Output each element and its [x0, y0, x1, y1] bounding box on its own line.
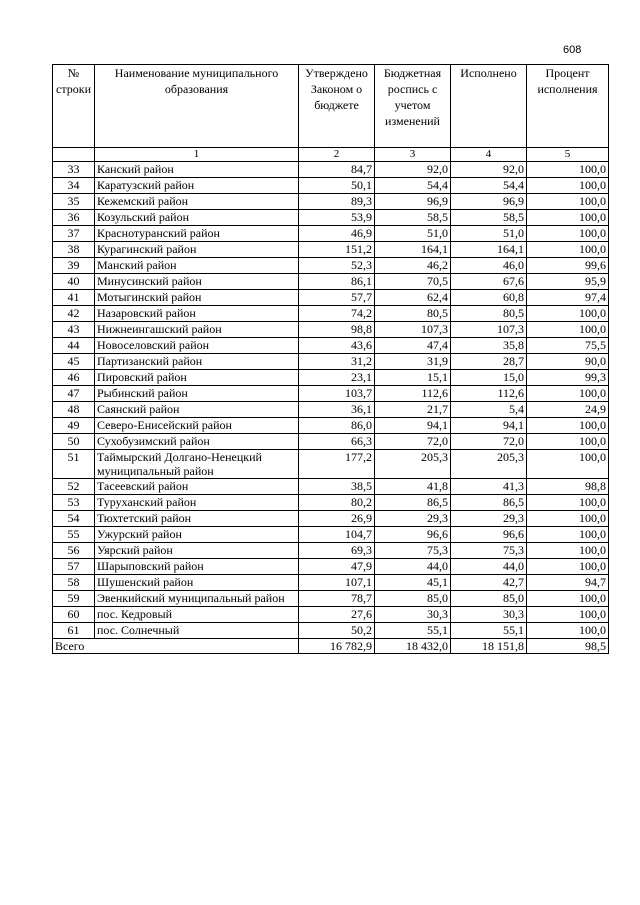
executed-value: 55,1 — [451, 623, 527, 639]
percent-value: 94,7 — [527, 575, 609, 591]
header-budget-painting: Бюджетная роспись с учетом изменений — [375, 65, 451, 148]
municipality-name: Краснотуранский район — [95, 226, 299, 242]
municipality-name: Тюхтетский район — [95, 511, 299, 527]
row-number: 53 — [53, 495, 95, 511]
table-row — [53, 591, 609, 607]
table-row — [53, 162, 609, 178]
executed-value: 112,6 — [451, 386, 527, 402]
painting-value: 41,8 — [375, 479, 451, 495]
painting-value: 164,1 — [375, 242, 451, 258]
executed-value: 41,3 — [451, 479, 527, 495]
total-executed: 18 151,8 — [451, 639, 527, 654]
row-number: 39 — [53, 258, 95, 274]
municipality-name: пос. Солнечный — [95, 623, 299, 639]
approved-value: 23,1 — [299, 370, 375, 386]
painting-value: 46,2 — [375, 258, 451, 274]
approved-value: 31,2 — [299, 354, 375, 370]
column-number: 3 — [375, 148, 451, 162]
painting-value: 94,1 — [375, 418, 451, 434]
executed-value: 107,3 — [451, 322, 527, 338]
percent-value: 99,6 — [527, 258, 609, 274]
row-number: 33 — [53, 162, 95, 178]
approved-value: 103,7 — [299, 386, 375, 402]
approved-value: 80,2 — [299, 495, 375, 511]
municipality-name: Рыбинский район — [95, 386, 299, 402]
municipality-name: Козульский район — [95, 210, 299, 226]
approved-value: 86,0 — [299, 418, 375, 434]
executed-value: 5,4 — [451, 402, 527, 418]
percent-value: 75,5 — [527, 338, 609, 354]
painting-value: 31,9 — [375, 354, 451, 370]
executed-value: 85,0 — [451, 591, 527, 607]
row-number: 57 — [53, 559, 95, 575]
table-row — [53, 338, 609, 354]
painting-value: 92,0 — [375, 162, 451, 178]
total-painting: 18 432,0 — [375, 639, 451, 654]
table-row — [53, 386, 609, 402]
percent-value: 100,0 — [527, 434, 609, 450]
percent-value: 99,3 — [527, 370, 609, 386]
approved-value: 26,9 — [299, 511, 375, 527]
painting-value: 29,3 — [375, 511, 451, 527]
executed-value: 92,0 — [451, 162, 527, 178]
percent-value: 24,9 — [527, 402, 609, 418]
percent-value: 100,0 — [527, 623, 609, 639]
table-row — [53, 370, 609, 386]
approved-value: 107,1 — [299, 575, 375, 591]
executed-value: 80,5 — [451, 306, 527, 322]
painting-value: 70,5 — [375, 274, 451, 290]
municipality-name: Мотыгинский район — [95, 290, 299, 306]
executed-value: 28,7 — [451, 354, 527, 370]
percent-value: 100,0 — [527, 306, 609, 322]
percent-value: 100,0 — [527, 607, 609, 623]
municipality-name: Партизанский район — [95, 354, 299, 370]
row-number: 49 — [53, 418, 95, 434]
table-row — [53, 258, 609, 274]
approved-value: 69,3 — [299, 543, 375, 559]
row-number: 38 — [53, 242, 95, 258]
table-row — [53, 418, 609, 434]
total-row — [53, 639, 609, 654]
approved-value: 38,5 — [299, 479, 375, 495]
municipality-name: Таймырский Долгано-Ненецкий муниципальный район — [95, 450, 299, 479]
approved-value: 89,3 — [299, 194, 375, 210]
table-row — [53, 450, 609, 479]
executed-value: 67,6 — [451, 274, 527, 290]
row-number: 41 — [53, 290, 95, 306]
row-number: 45 — [53, 354, 95, 370]
percent-value: 100,0 — [527, 386, 609, 402]
percent-value: 100,0 — [527, 559, 609, 575]
total-label: Всего — [53, 639, 299, 654]
row-number: 54 — [53, 511, 95, 527]
painting-value: 96,6 — [375, 527, 451, 543]
row-number: 48 — [53, 402, 95, 418]
executed-value: 96,9 — [451, 194, 527, 210]
painting-value: 112,6 — [375, 386, 451, 402]
percent-value: 100,0 — [527, 194, 609, 210]
painting-value: 45,1 — [375, 575, 451, 591]
executed-value: 44,0 — [451, 559, 527, 575]
municipality-name: Шарыповский район — [95, 559, 299, 575]
approved-value: 50,1 — [299, 178, 375, 194]
painting-value: 85,0 — [375, 591, 451, 607]
column-number: 5 — [527, 148, 609, 162]
budget-execution-table — [52, 64, 609, 654]
table-row — [53, 543, 609, 559]
percent-value: 100,0 — [527, 591, 609, 607]
approved-value: 86,1 — [299, 274, 375, 290]
executed-value: 42,7 — [451, 575, 527, 591]
row-number: 36 — [53, 210, 95, 226]
percent-value: 90,0 — [527, 354, 609, 370]
table-row — [53, 242, 609, 258]
percent-value: 100,0 — [527, 495, 609, 511]
header-municipality-name: Наименование муниципального образования — [95, 65, 299, 148]
painting-value: 72,0 — [375, 434, 451, 450]
row-number: 37 — [53, 226, 95, 242]
approved-value: 104,7 — [299, 527, 375, 543]
approved-value: 43,6 — [299, 338, 375, 354]
municipality-name: Северо-Енисейский район — [95, 418, 299, 434]
executed-value: 75,3 — [451, 543, 527, 559]
percent-value: 100,0 — [527, 511, 609, 527]
table-row — [53, 623, 609, 639]
painting-value: 44,0 — [375, 559, 451, 575]
table-row — [53, 527, 609, 543]
table-row — [53, 479, 609, 495]
table-row — [53, 354, 609, 370]
column-number: 2 — [299, 148, 375, 162]
total-percent: 98,5 — [527, 639, 609, 654]
painting-value: 15,1 — [375, 370, 451, 386]
row-number: 47 — [53, 386, 95, 402]
row-number: 50 — [53, 434, 95, 450]
painting-value: 96,9 — [375, 194, 451, 210]
municipality-name: Нижнеингашский район — [95, 322, 299, 338]
painting-value: 75,3 — [375, 543, 451, 559]
page-number: 608 — [563, 44, 582, 56]
approved-value: 98,8 — [299, 322, 375, 338]
executed-value: 54,4 — [451, 178, 527, 194]
municipality-name: Назаровский район — [95, 306, 299, 322]
column-number-row — [53, 148, 609, 162]
executed-value: 60,8 — [451, 290, 527, 306]
table-row — [53, 559, 609, 575]
painting-value: 80,5 — [375, 306, 451, 322]
municipality-name: Саянский район — [95, 402, 299, 418]
percent-value: 100,0 — [527, 178, 609, 194]
row-number: 61 — [53, 623, 95, 639]
painting-value: 58,5 — [375, 210, 451, 226]
painting-value: 51,0 — [375, 226, 451, 242]
row-number: 43 — [53, 322, 95, 338]
executed-value: 96,6 — [451, 527, 527, 543]
table-row — [53, 511, 609, 527]
percent-value: 97,4 — [527, 290, 609, 306]
painting-value: 205,3 — [375, 450, 451, 479]
approved-value: 47,9 — [299, 559, 375, 575]
painting-value: 54,4 — [375, 178, 451, 194]
column-number: 4 — [451, 148, 527, 162]
municipality-name: Эвенкийский муниципальный район — [95, 591, 299, 607]
executed-value: 35,8 — [451, 338, 527, 354]
percent-value: 100,0 — [527, 543, 609, 559]
painting-value: 55,1 — [375, 623, 451, 639]
municipality-name: Новоселовский район — [95, 338, 299, 354]
approved-value: 66,3 — [299, 434, 375, 450]
approved-value: 27,6 — [299, 607, 375, 623]
executed-value: 86,5 — [451, 495, 527, 511]
row-number: 51 — [53, 450, 95, 479]
row-number: 42 — [53, 306, 95, 322]
table-row — [53, 290, 609, 306]
municipality-name: Пировский район — [95, 370, 299, 386]
approved-value: 74,2 — [299, 306, 375, 322]
municipality-name: Каратузский район — [95, 178, 299, 194]
executed-value: 58,5 — [451, 210, 527, 226]
approved-value: 57,7 — [299, 290, 375, 306]
percent-value: 100,0 — [527, 162, 609, 178]
header-row-number: № строки — [53, 65, 95, 148]
municipality-name: Уярский район — [95, 543, 299, 559]
row-number: 34 — [53, 178, 95, 194]
table-row — [53, 402, 609, 418]
table-row — [53, 322, 609, 338]
table-header-row — [53, 65, 609, 148]
painting-value: 86,5 — [375, 495, 451, 511]
table-row — [53, 178, 609, 194]
painting-value: 30,3 — [375, 607, 451, 623]
approved-value: 151,2 — [299, 242, 375, 258]
municipality-name: Курагинский район — [95, 242, 299, 258]
municipality-name: Шушенский район — [95, 575, 299, 591]
header-approved: Утверждено Законом о бюджете — [299, 65, 375, 148]
executed-value: 15,0 — [451, 370, 527, 386]
approved-value: 46,9 — [299, 226, 375, 242]
municipality-name: Манский район — [95, 258, 299, 274]
municipality-name: пос. Кедровый — [95, 607, 299, 623]
percent-value: 98,8 — [527, 479, 609, 495]
municipality-name: Ужурский район — [95, 527, 299, 543]
table-row — [53, 210, 609, 226]
municipality-name: Канский район — [95, 162, 299, 178]
table-row — [53, 607, 609, 623]
row-number: 60 — [53, 607, 95, 623]
municipality-name: Тасеевский район — [95, 479, 299, 495]
percent-value: 95,9 — [527, 274, 609, 290]
table-row — [53, 575, 609, 591]
executed-value: 94,1 — [451, 418, 527, 434]
table-row — [53, 194, 609, 210]
approved-value: 52,3 — [299, 258, 375, 274]
column-number: 1 — [95, 148, 299, 162]
percent-value: 100,0 — [527, 418, 609, 434]
approved-value: 53,9 — [299, 210, 375, 226]
percent-value: 100,0 — [527, 527, 609, 543]
executed-value: 164,1 — [451, 242, 527, 258]
painting-value: 107,3 — [375, 322, 451, 338]
row-number: 55 — [53, 527, 95, 543]
painting-value: 62,4 — [375, 290, 451, 306]
table-row — [53, 306, 609, 322]
executed-value: 51,0 — [451, 226, 527, 242]
table-row — [53, 434, 609, 450]
table-row — [53, 274, 609, 290]
row-number: 40 — [53, 274, 95, 290]
executed-value: 205,3 — [451, 450, 527, 479]
approved-value: 50,2 — [299, 623, 375, 639]
municipality-name: Кежемский район — [95, 194, 299, 210]
percent-value: 100,0 — [527, 242, 609, 258]
total-approved: 16 782,9 — [299, 639, 375, 654]
executed-value: 72,0 — [451, 434, 527, 450]
header-executed: Исполнено — [451, 65, 527, 148]
executed-value: 29,3 — [451, 511, 527, 527]
row-number: 46 — [53, 370, 95, 386]
painting-value: 47,4 — [375, 338, 451, 354]
row-number: 44 — [53, 338, 95, 354]
row-number: 35 — [53, 194, 95, 210]
municipality-name: Сухобузимский район — [95, 434, 299, 450]
table-row — [53, 495, 609, 511]
executed-value: 30,3 — [451, 607, 527, 623]
header-percent: Процент исполнения — [527, 65, 609, 148]
row-number: 56 — [53, 543, 95, 559]
percent-value: 100,0 — [527, 226, 609, 242]
row-number: 59 — [53, 591, 95, 607]
municipality-name: Минусинский район — [95, 274, 299, 290]
percent-value: 100,0 — [527, 450, 609, 479]
painting-value: 21,7 — [375, 402, 451, 418]
table-row — [53, 226, 609, 242]
approved-value: 36,1 — [299, 402, 375, 418]
approved-value: 84,7 — [299, 162, 375, 178]
approved-value: 78,7 — [299, 591, 375, 607]
row-number: 58 — [53, 575, 95, 591]
executed-value: 46,0 — [451, 258, 527, 274]
percent-value: 100,0 — [527, 210, 609, 226]
percent-value: 100,0 — [527, 322, 609, 338]
row-number: 52 — [53, 479, 95, 495]
approved-value: 177,2 — [299, 450, 375, 479]
municipality-name: Туруханский район — [95, 495, 299, 511]
